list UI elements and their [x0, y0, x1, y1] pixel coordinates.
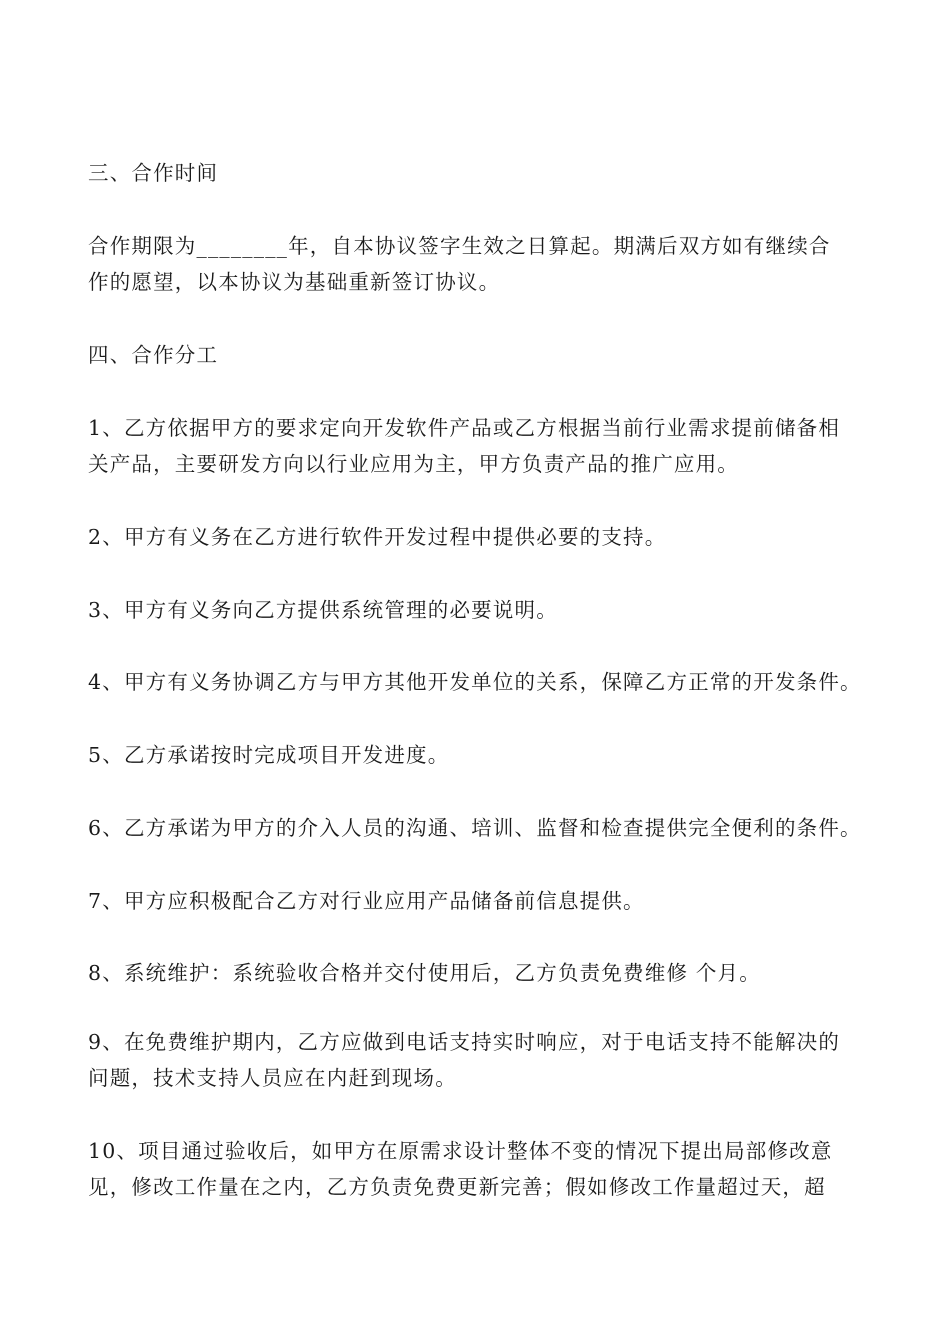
list-item-3 — [88, 592, 872, 628]
text-line: 问题，技术支持人员应在内赶到现场。 — [88, 1066, 457, 1090]
text-line: 作的愿望，以本协议为基础重新签订协议。 — [88, 270, 501, 294]
text-line: 5、乙方承诺按时完成项目开发进度。 — [88, 743, 450, 767]
list-item-2 — [88, 519, 872, 555]
list-item-6 — [88, 810, 872, 846]
text-line: 8、系统维护：系统验收合格并交付使用后，乙方负责免费维修 个月。 — [88, 961, 761, 985]
text-line: 6、乙方承诺为甲方的介入人员的沟通、培训、监督和检查提供完全便利的条件。 — [88, 816, 862, 840]
text-line: 见，修改工作量在之内，乙方负责免费更新完善；假如修改工作量超过天，超 — [88, 1175, 826, 1199]
text-line: 2、甲方有义务在乙方进行软件开发过程中提供必要的支持。 — [88, 525, 667, 549]
paragraph-cooperation-term — [88, 228, 872, 300]
list-item-1 — [88, 410, 872, 482]
text-line: 合作期限为________年，自本协议签字生效之日算起。期满后双方如有继续合 — [88, 234, 831, 258]
text-line: 4、甲方有义务协调乙方与甲方其他开发单位的关系，保障乙方正常的开发条件。 — [88, 670, 862, 694]
list-item-10 — [88, 1133, 872, 1205]
list-item-9 — [88, 1024, 872, 1096]
text-line: 3、甲方有义务向乙方提供系统管理的必要说明。 — [88, 598, 558, 622]
text-line: 7、甲方应积极配合乙方对行业应用产品储备前信息提供。 — [88, 889, 645, 913]
text-line: 10、项目通过验收后，如甲方在原需求设计整体不变的情况下提出局部修改意 — [88, 1139, 833, 1163]
text-line: 关产品，主要研发方向以行业应用为主，甲方负责产品的推广应用。 — [88, 452, 739, 476]
list-item-5 — [88, 737, 872, 773]
section-heading-cooperation-time — [88, 155, 872, 191]
text-line: 四、合作分工 — [88, 343, 219, 367]
text-line: 三、合作时间 — [88, 161, 219, 185]
text-line: 1、乙方依据甲方的要求定向开发软件产品或乙方根据当前行业需求提前储备相 — [88, 416, 841, 440]
list-item-8 — [88, 955, 872, 991]
text-line: 9、在免费维护期内，乙方应做到电话支持实时响应，对于电话支持不能解决的 — [88, 1030, 841, 1054]
list-item-7 — [88, 883, 872, 919]
list-item-4 — [88, 664, 872, 700]
section-heading-division-of-work — [88, 337, 872, 373]
